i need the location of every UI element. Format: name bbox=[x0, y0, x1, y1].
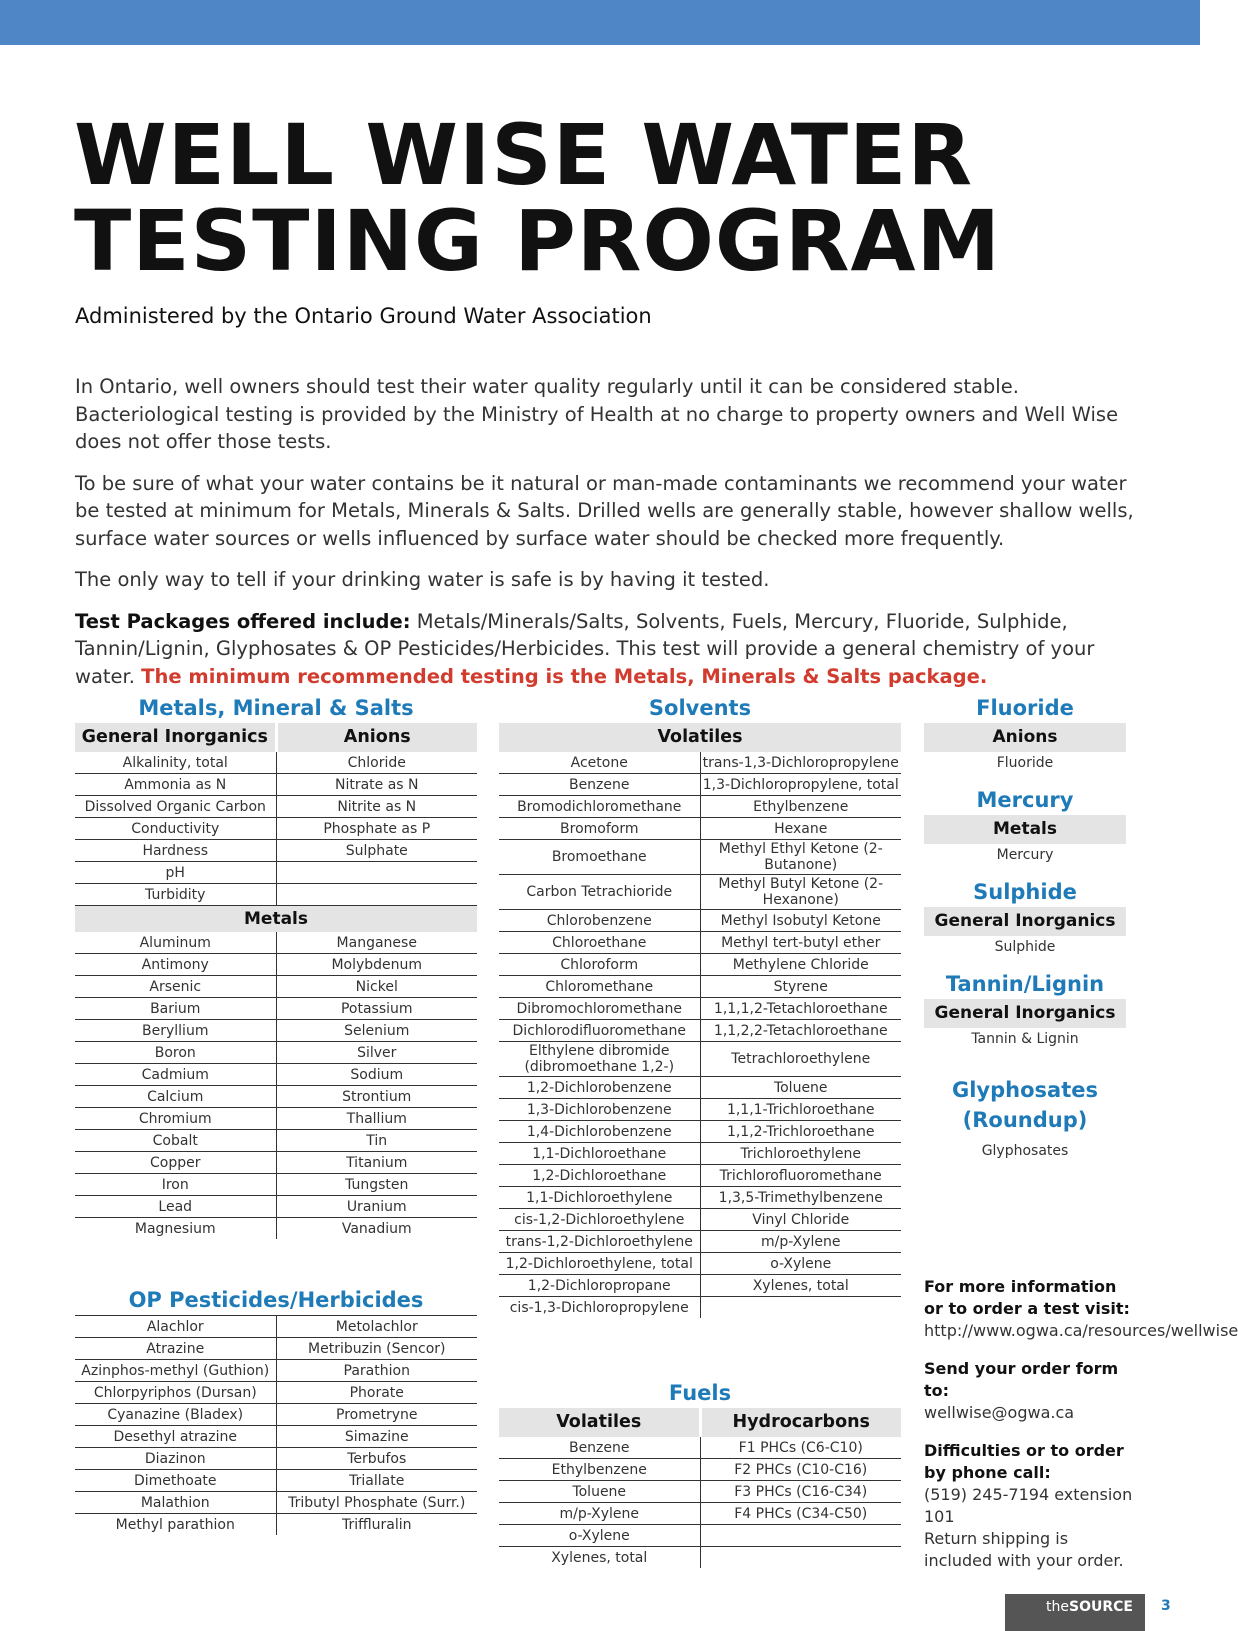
table-cell-left: m/p-Xylene bbox=[499, 1503, 700, 1525]
table-row bbox=[499, 840, 901, 875]
order-phone: (519) 245-7194 extension 101 bbox=[924, 1485, 1133, 1526]
metals-subheader: Metals bbox=[75, 906, 477, 932]
table-cell-left: Arsenic bbox=[75, 976, 276, 998]
table-row bbox=[75, 1196, 477, 1218]
table-cell-right: Styrene bbox=[700, 976, 901, 998]
glyphosates-title bbox=[924, 1075, 1126, 1135]
table-row bbox=[75, 1360, 477, 1382]
table-cell-left: Toluene bbox=[499, 1481, 700, 1503]
intro-paragraph-4 bbox=[75, 608, 1145, 691]
table-cell-left: Elthylene dibromide (dibromoethane 1,2-) bbox=[499, 1042, 700, 1077]
table-row bbox=[75, 884, 477, 906]
table-row bbox=[75, 774, 477, 796]
table-cell-right: 1,1,2,2-Tetachloroethane bbox=[700, 1020, 901, 1042]
solvents-title: Solvents bbox=[648, 696, 752, 720]
table-cell-right: Parathion bbox=[276, 1360, 477, 1382]
table-row bbox=[499, 976, 901, 998]
table-cell-left: 1,2-Dichloroethylene, total bbox=[499, 1253, 700, 1275]
fluoride-title: Fluoride bbox=[976, 696, 1074, 720]
table-row bbox=[75, 752, 477, 774]
table-cell-right: Toluene bbox=[700, 1077, 901, 1099]
table-cell-left: o-Xylene bbox=[499, 1525, 700, 1547]
table-cell-left: Dichlorodifluoromethane bbox=[499, 1020, 700, 1042]
mercury-title: Mercury bbox=[976, 788, 1074, 812]
table-cell-right: Triffluralin bbox=[276, 1514, 477, 1536]
table-cell-right: 1,3-Dichloropropylene, total bbox=[700, 774, 901, 796]
table-cell-left: Malathion bbox=[75, 1492, 276, 1514]
minimum-recommendation: The minimum recommended testing is the Metals, Minerals & Salts package. bbox=[141, 664, 988, 688]
table-row bbox=[75, 954, 477, 976]
table-cell-right: Tetrachloroethylene bbox=[700, 1042, 901, 1077]
table-cell-left: Beryllium bbox=[75, 1020, 276, 1042]
intro-paragraph-1: In Ontario, well owners should test their water quality regularly until it can be considered stable. Bacteriological testing is provided by the Ministry of Health at no charge to property owners and Well Wise does not offer those tests. bbox=[75, 375, 1119, 453]
solvents-table-header bbox=[499, 723, 901, 752]
table-cell-left: Benzene bbox=[499, 1437, 700, 1459]
packages-label: Test Packages offered include: bbox=[75, 609, 411, 633]
table-cell-left: Copper bbox=[75, 1152, 276, 1174]
table-row bbox=[75, 1338, 477, 1360]
table-cell-left: Xylenes, total bbox=[551, 1549, 648, 1566]
table-row bbox=[499, 1437, 901, 1459]
table-row bbox=[75, 1448, 477, 1470]
table-cell-left: Chlorobenzene bbox=[499, 910, 700, 932]
table-row bbox=[75, 1130, 477, 1152]
title-line-2: TESTING PROGRAM bbox=[74, 192, 1002, 290]
table-row bbox=[499, 1121, 901, 1143]
table-cell-right: Terbufos bbox=[276, 1448, 477, 1470]
table-cell-left: 1,2-Dichloroethane bbox=[499, 1165, 700, 1187]
table-cell-right: Uranium bbox=[276, 1196, 477, 1218]
table-cell-right bbox=[276, 862, 477, 884]
table-cell-left: Dimethoate bbox=[75, 1470, 276, 1492]
table-row bbox=[499, 796, 901, 818]
table-cell-right: Tributyl Phosphate (Surr.) bbox=[276, 1492, 477, 1514]
table-cell-right: Simazine bbox=[276, 1426, 477, 1448]
table-row bbox=[499, 1020, 901, 1042]
table-row bbox=[75, 1492, 477, 1514]
top-color-bar bbox=[0, 0, 1200, 45]
table-cell-right: Nitrate as N bbox=[276, 774, 477, 796]
table-row bbox=[499, 1459, 901, 1481]
op-pesticides-table bbox=[75, 1316, 477, 1535]
brand-prefix: the bbox=[1046, 1599, 1070, 1615]
table-cell-left: Benzene bbox=[499, 774, 700, 796]
table-cell-left: Desethyl atrazine bbox=[75, 1426, 276, 1448]
table-row bbox=[499, 752, 901, 774]
table-cell-right: Thallium bbox=[276, 1108, 477, 1130]
table-cell-left: Conductivity bbox=[75, 818, 276, 840]
table-row bbox=[499, 1253, 901, 1275]
sulphide-title: Sulphide bbox=[973, 880, 1077, 904]
tannin-header: General Inorganics bbox=[924, 999, 1126, 1028]
table-cell-left: Aluminum bbox=[75, 932, 276, 954]
table-cell-right: Vanadium bbox=[276, 1218, 477, 1240]
more-info-url[interactable]: http://www.ogwa.ca/resources/wellwise bbox=[924, 1321, 1238, 1340]
table-row bbox=[499, 954, 901, 976]
table-cell-right: Methyl tert-butyl ether bbox=[700, 932, 901, 954]
table-cell-left: Cobalt bbox=[75, 1130, 276, 1152]
table-row bbox=[75, 1042, 477, 1064]
table-cell-right: F2 PHCs (C10-C16) bbox=[700, 1459, 901, 1481]
table-row bbox=[75, 1514, 477, 1536]
table-row bbox=[499, 1503, 901, 1525]
table-row bbox=[75, 796, 477, 818]
table-row bbox=[499, 1297, 901, 1319]
table-cell-right: Selenium bbox=[276, 1020, 477, 1042]
side-packages bbox=[924, 693, 1126, 1159]
table-cell-left: Iron bbox=[75, 1174, 276, 1196]
table-cell-right: Metolachlor bbox=[276, 1316, 477, 1338]
table-cell-right: Chloride bbox=[276, 752, 477, 774]
sulphide-header: General Inorganics bbox=[924, 907, 1126, 936]
table-row bbox=[499, 932, 901, 954]
fuels-table-header bbox=[499, 1408, 901, 1437]
table-row bbox=[499, 1547, 901, 1569]
table-cell-right: Strontium bbox=[276, 1086, 477, 1108]
send-order-label: Send your order form to: bbox=[924, 1359, 1119, 1400]
table-cell-right: Titanium bbox=[276, 1152, 477, 1174]
hydrocarbons-header: Hydrocarbons bbox=[699, 1408, 902, 1437]
table-cell-left: Ammonia as N bbox=[75, 774, 276, 796]
table-cell-left: Lead bbox=[75, 1196, 276, 1218]
table-cell-right: Silver bbox=[276, 1042, 477, 1064]
table-row bbox=[75, 1426, 477, 1448]
fuels-title: Fuels bbox=[668, 1381, 732, 1405]
table-cell-right bbox=[700, 1547, 901, 1569]
table-cell-right bbox=[700, 1525, 901, 1547]
table-cell-right: Methylene Chloride bbox=[700, 954, 901, 976]
table-row bbox=[75, 1316, 477, 1338]
tannin-title: Tannin/Lignin bbox=[945, 972, 1105, 996]
table-row bbox=[75, 862, 477, 884]
mercury-item: Mercury bbox=[996, 847, 1054, 863]
table-cell-left: 1,3-Dichlorobenzene bbox=[499, 1099, 700, 1121]
table-cell-left: cis-1,3-Dichloropropylene bbox=[509, 1299, 689, 1316]
table-cell-left: Bromodichloromethane bbox=[499, 796, 700, 818]
table-cell-left: Chlorpyriphos (Dursan) bbox=[75, 1382, 276, 1404]
table-cell-right: Molybdenum bbox=[276, 954, 477, 976]
intro-paragraph-3: The only way to tell if your drinking water is safe is by having it tested. bbox=[75, 568, 770, 591]
table-cell-right: Nitrite as N bbox=[276, 796, 477, 818]
table-row bbox=[499, 1481, 901, 1503]
table-row bbox=[499, 910, 901, 932]
table-row bbox=[75, 1218, 477, 1240]
table-cell-left: Dibromochloromethane bbox=[499, 998, 700, 1020]
table-cell-right: Ethylbenzene bbox=[700, 796, 901, 818]
table-cell-left: Azinphos-methyl (Guthion) bbox=[75, 1360, 276, 1382]
inorganics-table bbox=[75, 752, 477, 906]
table-cell-left: 1,2-Dichlorobenzene bbox=[499, 1077, 700, 1099]
metals-table-header bbox=[75, 723, 477, 752]
table-row bbox=[75, 976, 477, 998]
table-cell-left: 1,1-Dichloroethane bbox=[499, 1143, 700, 1165]
table-cell-right: Tungsten bbox=[276, 1174, 477, 1196]
table-cell-right: Methyl Ethyl Ketone (2-Butanone) bbox=[700, 840, 901, 875]
table-cell-right: m/p-Xylene bbox=[700, 1231, 901, 1253]
sulphide-item: Sulphide bbox=[994, 939, 1056, 955]
table-row bbox=[499, 1143, 901, 1165]
table-cell-right: F3 PHCs (C16-C34) bbox=[700, 1481, 901, 1503]
table-cell-right: Phorate bbox=[276, 1382, 477, 1404]
table-cell-left: Acetone bbox=[499, 752, 700, 774]
table-row bbox=[499, 1099, 901, 1121]
fuels-table bbox=[499, 1437, 901, 1568]
table-row bbox=[75, 1382, 477, 1404]
table-row bbox=[75, 1404, 477, 1426]
table-row bbox=[75, 932, 477, 954]
table-row bbox=[499, 1275, 901, 1297]
table-cell-right: Prometryne bbox=[276, 1404, 477, 1426]
table-cell-right: Potassium bbox=[276, 998, 477, 1020]
table-row bbox=[75, 1086, 477, 1108]
table-cell-right: 1,1,1-Trichloroethane bbox=[700, 1099, 901, 1121]
table-cell-left: Ethylbenzene bbox=[499, 1459, 700, 1481]
table-cell-left: Cadmium bbox=[75, 1064, 276, 1086]
table-row bbox=[499, 1525, 901, 1547]
table-cell-left: Boron bbox=[75, 1042, 276, 1064]
table-row bbox=[499, 1077, 901, 1099]
table-cell-right: Methyl Isobutyl Ketone bbox=[700, 910, 901, 932]
brand-name: SOURCE bbox=[1069, 1599, 1133, 1615]
table-cell-left: Turbidity bbox=[75, 884, 276, 906]
glyphosates-item: Glyphosates bbox=[981, 1143, 1069, 1159]
fuels-volatiles-header: Volatiles bbox=[556, 1412, 642, 1432]
fluoride-header: Anions bbox=[924, 723, 1126, 752]
table-cell-left: Chloroform bbox=[499, 954, 700, 976]
table-cell-left: cis-1,2-Dichloroethylene bbox=[499, 1209, 700, 1231]
table-cell-left: Chloromethane bbox=[499, 976, 700, 998]
table-row bbox=[499, 998, 901, 1020]
more-info-label: For more information or to order a test visit: bbox=[924, 1277, 1130, 1318]
glyphosates-title-line-2: (Roundup) bbox=[962, 1108, 1088, 1132]
table-row bbox=[75, 1174, 477, 1196]
send-order-block bbox=[924, 1358, 1139, 1424]
table-cell-left: Alachlor bbox=[75, 1316, 276, 1338]
table-row bbox=[75, 840, 477, 862]
table-cell-left: trans-1,2-Dichloroethylene bbox=[499, 1231, 700, 1253]
phone-order-label: Difficulties or to order by phone call: bbox=[924, 1441, 1124, 1482]
fluoride-item: Fluoride bbox=[996, 755, 1054, 771]
table-row bbox=[499, 1042, 901, 1077]
table-cell-right: Vinyl Chloride bbox=[700, 1209, 901, 1231]
table-row bbox=[75, 998, 477, 1020]
table-cell-right: trans-1,3-Dichloropropylene bbox=[700, 752, 901, 774]
page-title bbox=[74, 106, 1002, 290]
table-cell-right: Tin bbox=[276, 1130, 477, 1152]
table-row bbox=[75, 1152, 477, 1174]
metals-section-title: Metals, Mineral & Salts bbox=[138, 696, 414, 720]
table-cell-left: Hardness bbox=[75, 840, 276, 862]
table-cell-right: Manganese bbox=[276, 932, 477, 954]
more-info-block bbox=[924, 1276, 1238, 1342]
table-cell-left: Antimony bbox=[75, 954, 276, 976]
table-cell-right: Trichlorofluoromethane bbox=[700, 1165, 901, 1187]
publication-brand bbox=[1005, 1594, 1145, 1631]
table-cell-left: Atrazine bbox=[75, 1338, 276, 1360]
general-inorganics-header: General Inorganics bbox=[81, 727, 268, 747]
table-cell-right: 1,3,5-Trimethylbenzene bbox=[700, 1187, 901, 1209]
table-cell-right: 1,1,2-Trichloroethane bbox=[700, 1121, 901, 1143]
table-cell-right: 1,1,1,2-Tetachloroethane bbox=[700, 998, 901, 1020]
table-cell-right: Sodium bbox=[276, 1064, 477, 1086]
order-email[interactable]: wellwise@ogwa.ca bbox=[924, 1403, 1075, 1422]
order-info bbox=[924, 1276, 1238, 1588]
table-row bbox=[499, 1231, 901, 1253]
op-pesticides-title: OP Pesticides/Herbicides bbox=[75, 1285, 477, 1316]
solvents-section bbox=[499, 693, 901, 1318]
table-row bbox=[75, 1470, 477, 1492]
table-cell-right bbox=[700, 1297, 901, 1319]
table-row bbox=[499, 818, 901, 840]
table-cell-right: o-Xylene bbox=[700, 1253, 901, 1275]
title-line-1: WELL WISE WATER bbox=[74, 106, 974, 204]
metals-section bbox=[75, 693, 477, 1239]
op-pesticides-section bbox=[75, 1285, 477, 1535]
table-cell-left: Chloroethane bbox=[499, 932, 700, 954]
table-cell-right: Methyl Butyl Ketone (2-Hexanone) bbox=[700, 875, 901, 910]
table-row bbox=[75, 818, 477, 840]
table-cell-left: Carbon Tetrachioride bbox=[499, 875, 700, 910]
table-cell-right: Phosphate as P bbox=[276, 818, 477, 840]
tannin-item: Tannin & Lignin bbox=[971, 1031, 1079, 1047]
table-row bbox=[499, 774, 901, 796]
mercury-header: Metals bbox=[924, 815, 1126, 844]
table-cell-left: 1,4-Dichlorobenzene bbox=[499, 1121, 700, 1143]
page-number: 3 bbox=[1161, 1598, 1171, 1614]
table-cell-left: Alkalinity, total bbox=[75, 752, 276, 774]
table-cell-right: F4 PHCs (C34-C50) bbox=[700, 1503, 901, 1525]
table-cell-left: Bromoform bbox=[499, 818, 700, 840]
table-cell-left: Calcium bbox=[75, 1086, 276, 1108]
anions-header: Anions bbox=[275, 723, 478, 752]
table-cell-left: Magnesium bbox=[134, 1220, 216, 1237]
packages-text: Metals/Minerals/Salts, Solvents, Fuels, Mercury, Fluoride, Sulphide, Tannin/Lignin, Glyphosates & OP Pesticides/Herbicides. This test will provide a general chemistry of your water. bbox=[75, 609, 1095, 688]
solvents-table bbox=[499, 752, 901, 1318]
glyphosates-title-line-1: Glyphosates bbox=[952, 1078, 1098, 1102]
table-cell-left: pH bbox=[75, 862, 276, 884]
table-row bbox=[75, 1020, 477, 1042]
table-cell-left: Chromium bbox=[75, 1108, 276, 1130]
table-cell-right: Metribuzin (Sencor) bbox=[276, 1338, 477, 1360]
table-cell-left: Barium bbox=[75, 998, 276, 1020]
table-cell-right: Xylenes, total bbox=[700, 1275, 901, 1297]
table-cell-left: Bromoethane bbox=[499, 840, 700, 875]
table-cell-left: 1,2-Dichloropropane bbox=[499, 1275, 700, 1297]
table-row bbox=[499, 1165, 901, 1187]
table-row bbox=[75, 1108, 477, 1130]
table-row bbox=[499, 1209, 901, 1231]
table-cell-right: Nickel bbox=[276, 976, 477, 998]
table-row bbox=[75, 1064, 477, 1086]
table-cell-left: Dissolved Organic Carbon bbox=[75, 796, 276, 818]
table-cell-right: Sulphate bbox=[276, 840, 477, 862]
table-cell-left: 1,1-Dichloroethylene bbox=[499, 1187, 700, 1209]
table-cell-left: Diazinon bbox=[75, 1448, 276, 1470]
table-row bbox=[499, 1187, 901, 1209]
table-cell-left: Cyanazine (Bladex) bbox=[75, 1404, 276, 1426]
intro-text bbox=[75, 373, 1145, 704]
volatiles-header: Volatiles bbox=[657, 727, 743, 747]
table-cell-right bbox=[276, 884, 477, 906]
table-cell-right: Trichloroethylene bbox=[700, 1143, 901, 1165]
metals-table bbox=[75, 932, 477, 1239]
subtitle: Administered by the Ontario Ground Water Association bbox=[75, 304, 652, 328]
intro-paragraph-2: To be sure of what your water contains be it natural or man-made contaminants we recommend your water be tested at minimum for Metals, Minerals & Salts. Drilled wells are generally stable, however shallow wells, surface water sources or wells influenced by surface water should be checked more frequently. bbox=[75, 471, 1134, 550]
table-cell-right: Triallate bbox=[276, 1470, 477, 1492]
phone-order-block bbox=[924, 1440, 1139, 1572]
return-shipping-note: Return shipping is included with your order. bbox=[924, 1529, 1124, 1570]
table-cell-right: Hexane bbox=[700, 818, 901, 840]
fuels-section bbox=[499, 1378, 901, 1568]
table-cell-right: F1 PHCs (C6-C10) bbox=[700, 1437, 901, 1459]
table-row bbox=[499, 875, 901, 910]
table-cell-left: Methyl parathion bbox=[115, 1516, 235, 1533]
